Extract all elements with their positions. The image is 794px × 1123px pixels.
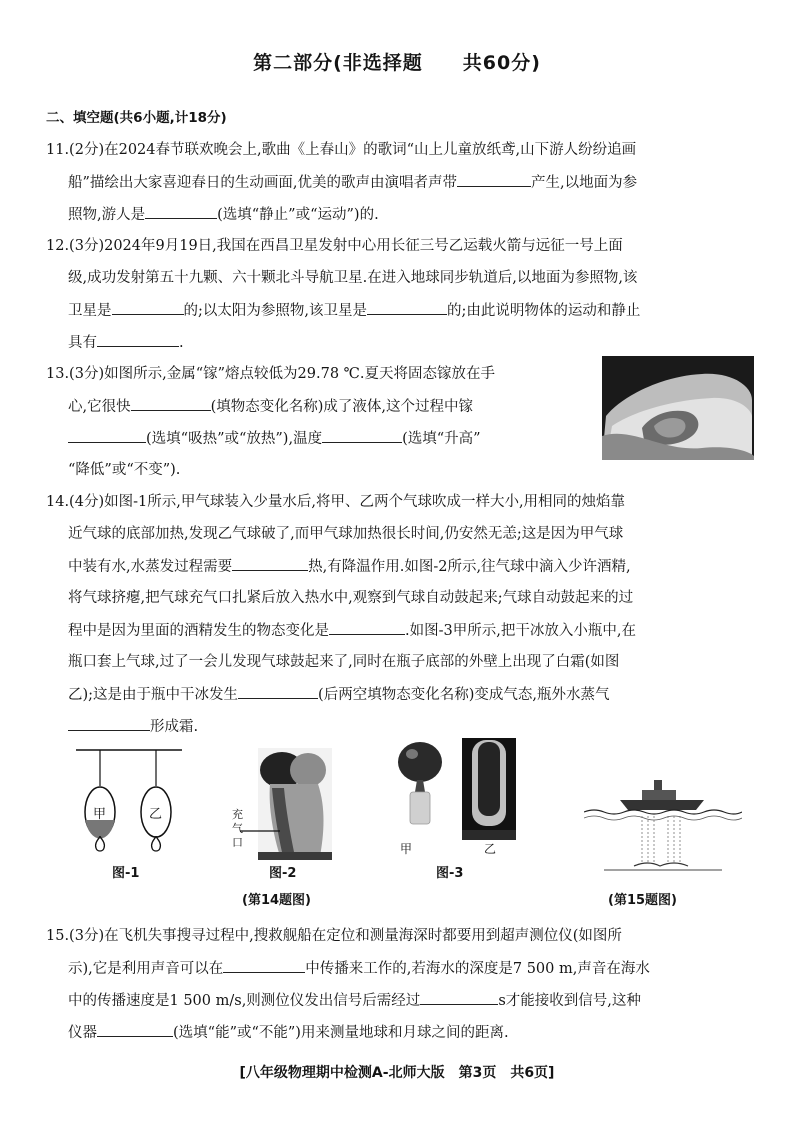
q15-line-3: 中的传播速度是1 500 m/s,则测位仪发出信号后需经过 s才能接收到信号,这种 <box>68 990 641 1011</box>
figure-2-caption: 图-2 <box>269 866 297 881</box>
q14-figure-caption: (第14题图) <box>242 893 311 908</box>
q14-line-8: 形成霜. <box>68 716 198 737</box>
figure-3-caption: 图-3 <box>436 866 464 881</box>
q15-figure-caption: (第15题图) <box>608 893 677 908</box>
inflate-port-label: 充 气 口 <box>232 808 243 849</box>
q13-line-2: 心,它很快 (填物态变化名称)成了液体,这个过程中镓 <box>68 396 473 417</box>
figure-1-caption: 图-1 <box>112 866 140 881</box>
q12-line-1: 12.(3分)2024年9月19日,我国在西昌卫星发射中心用长征三号乙运载火箭与远征一号上面 <box>46 238 623 254</box>
figure-3-jia-label: 甲 <box>400 842 413 856</box>
q15-line-2: 示),它是利用声音可以在 中传播来工作的,若海水的深度是7 500 m,声音在海水 <box>68 958 650 979</box>
answer-blank[interactable] <box>68 716 150 731</box>
answer-blank[interactable] <box>329 620 405 635</box>
answer-blank[interactable] <box>232 556 308 571</box>
figure-1-balloons <box>74 742 186 860</box>
gallium-hand-photo <box>602 356 754 460</box>
answer-blank[interactable] <box>145 204 217 219</box>
page-footer: [八年级物理期中检测A-北师大版 第3页 共6页] <box>239 1065 555 1081</box>
answer-blank[interactable] <box>112 300 184 315</box>
q14-line-1: 14.(4分)如图-1所示,甲气球装入少量水后,将甲、乙两个气球吹成一样大小,用相同的烛焰靠 <box>46 494 626 510</box>
answer-blank[interactable] <box>97 332 179 347</box>
q14-line-7: 乙);这是由于瓶中干冰发生 (后两空填物态变化名称)变成气态,瓶外水蒸气 <box>68 684 609 705</box>
answer-blank[interactable] <box>457 172 531 187</box>
answer-blank[interactable] <box>238 684 318 699</box>
answer-blank[interactable] <box>420 990 498 1005</box>
figure-3-jia-photo <box>392 738 452 838</box>
q14-line-5: 程中是因为里面的酒精发生的物态变化是 .如图-3甲所示,把干冰放入小瓶中,在 <box>68 620 636 641</box>
q14-line-2: 近气球的底部加热,发现乙气球破了,而甲气球加热很长时间,仍安然无恙;这是因为甲气球 <box>68 526 624 542</box>
answer-blank[interactable] <box>223 958 305 973</box>
figure-3-yi-label: 乙 <box>484 842 497 856</box>
figure-2-photo <box>258 748 332 860</box>
q13-line-3: (选填“吸热”或“放热”),温度 (选填“升高” <box>68 428 481 449</box>
q11-line-2: 船”描绘出大家喜迎春日的生动画面,优美的歌声由演唱者声带 产生,以地面为参 <box>68 172 637 193</box>
q11-line-3: 照物,游人是 (选填“静止”或“运动”)的. <box>68 204 379 225</box>
page-title: 第二部分(非选择题 共60分) <box>253 52 541 74</box>
q14-line-4: 将气球挤瘪,把气球充气口扎紧后放入热水中,观察到气球自动鼓起来;气球自动鼓起来的过 <box>68 590 634 606</box>
answer-blank[interactable] <box>322 428 402 443</box>
answer-blank[interactable] <box>97 1022 173 1037</box>
q12-line-2: 级,成功发射第五十九颗、六十颗北斗导航卫星.在进入地球同步轨道后,以地面为参照物,该 <box>68 270 638 286</box>
answer-blank[interactable] <box>68 428 146 443</box>
q15-line-1: 15.(3分)在飞机失事搜寻过程中,搜救舰船在定位和测量海深时都要用到超声测位仪(如图所 <box>46 928 622 944</box>
balloon-yi-label: 乙 <box>149 807 163 822</box>
balloon-jia-label: 甲 <box>93 807 107 822</box>
answer-blank[interactable] <box>367 300 447 315</box>
q11-line-1: 11.(2分)在2024春节联欢晚会上,歌曲《上春山》的歌词“山上儿童放纸鸢,山下游人纷纷追画 <box>46 142 637 158</box>
q14-line-6: 瓶口套上气球,过了一会儿发现气球鼓起来了,同时在瓶子底部的外壁上出现了白霜(如图 <box>68 654 620 670</box>
figure-3-yi-photo <box>462 738 516 840</box>
q13-line-1: 13.(3分)如图所示,金属“镓”熔点较低为29.78 ℃.夏天将固态镓放在手 <box>46 366 495 382</box>
q12-line-3: 卫星是 的;以太阳为参照物,该卫星是 的;由此说明物体的运动和静止 <box>68 300 640 321</box>
inflate-pointer-line <box>240 826 280 836</box>
q14-line-3: 中装有水,水蒸发过程需要 热,有降温作用.如图-2所示,往气球中滴入少许酒精, <box>68 556 631 577</box>
sonar-ship-figure <box>584 766 742 878</box>
q12-line-4: 具有 . <box>68 332 184 353</box>
q13-line-4: “降低”或“不变”). <box>68 462 181 478</box>
section-heading: 二、填空题(共6小题,计18分) <box>46 110 227 126</box>
q15-line-4: 仪器 (选填“能”或“不能”)用来测量地球和月球之间的距离. <box>68 1022 509 1043</box>
answer-blank[interactable] <box>131 396 211 411</box>
